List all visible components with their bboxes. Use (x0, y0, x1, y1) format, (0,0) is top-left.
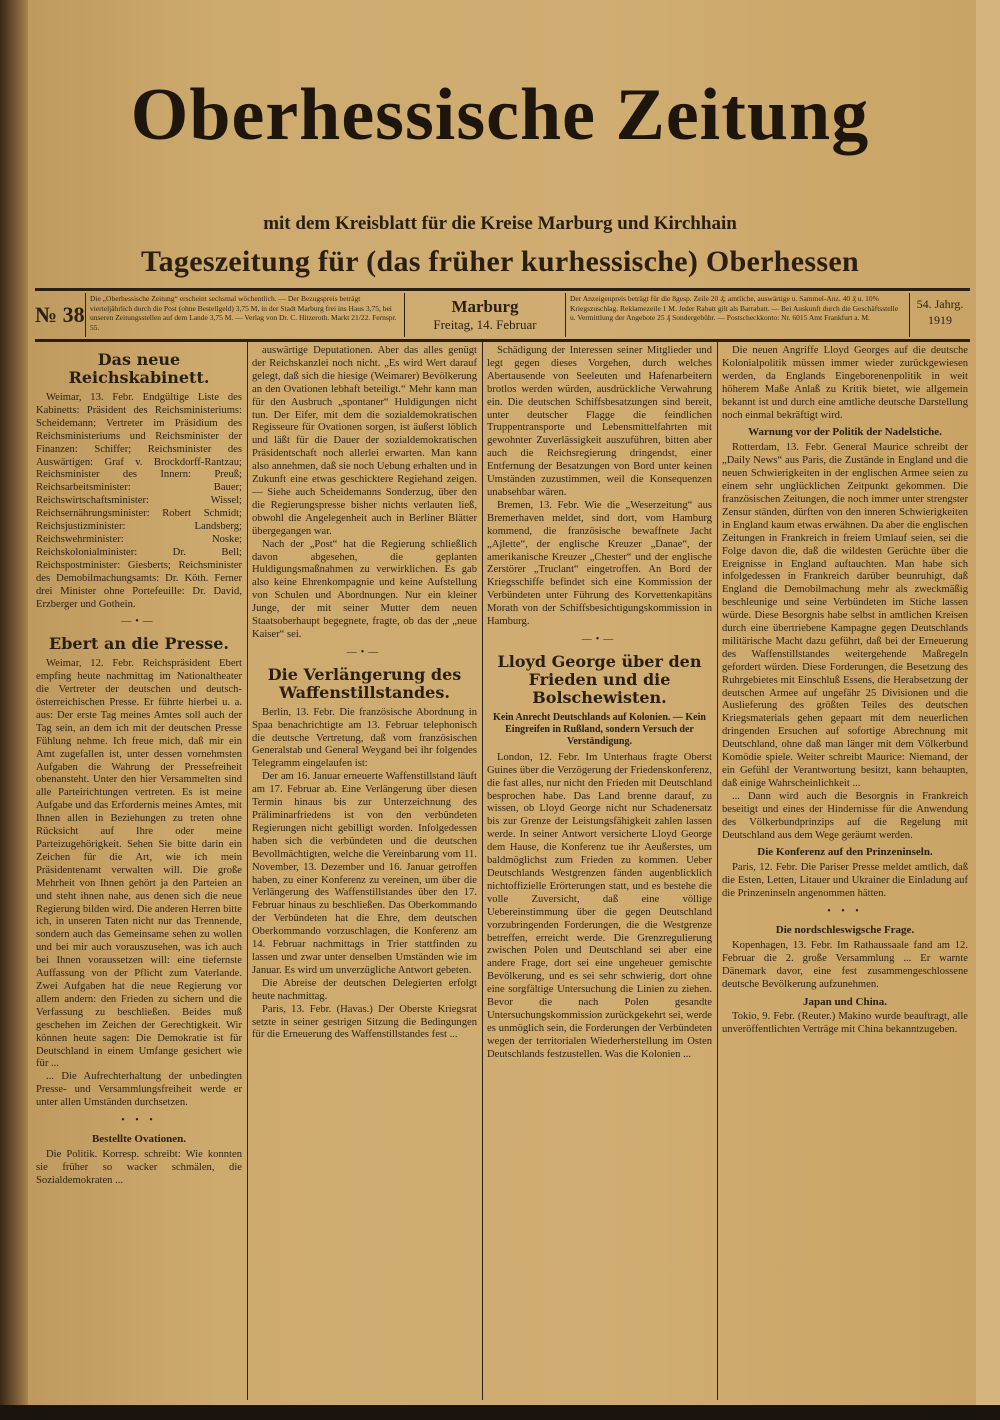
dateline (405, 293, 565, 337)
volume: 54. Jahrg. (916, 297, 964, 311)
column-rule (247, 340, 248, 1400)
year: 1919 (928, 313, 952, 327)
column-3 (487, 345, 712, 1062)
subtitle: mit dem Kreisblatt für die Kreise Marburg und Kirchhain (263, 213, 737, 234)
article-paragraph: Rotterdam, 13. Febr. General Maurice schreibt der „Daily News“ aus Paris, die Zustände in England und die neuen Schwierigkeiten in der englischen Armee seien zu einem sehr unglücklichen Zeitpunkt gekommen. Die französischen Zeitungen, die noch immer unter strengster Zensur ständen, dürften von den inneren Schwierigkeiten in England kaum etwas erwähnen. Da aber die englischen Zeitungen in Frankreich in freiem Umlauf seien, sei die Folge davon die, daß die wildesten Gerüchte über die Ereignisse in England auftauchten. Man habe sich infolgedessen in Frankreich darüber beunruhigt, daß England die Demobilmachung mehr als zweckmäßig beschleunige und seine Verbündeten im Stiche lassen würde. Diese Besorgnis habe selbst in amtlichen Kreisen durch eine übertriebene Kampagne gegen Deutschlands militärische Macht dazu geführt, daß bei der Erneuerung des Waffenstillstandes weitergehende Maßregeln gefordert würden. Diese Forderungen, die Besetzung des Ruhrgebietes mit Einschluß Essens, die Herabsetzung der deutschen Armee auf ungefähr 25 Divisionen und die Auslieferung des größten Teiles des deutschen Kriegsmaterials gehen gepaart mit dem neuerlichen dringenden Ersuchen auf sofortige Abrechnung mit Deutschland, ohne daß man länger mit dem Völkerbund Komödie spiele. Weiter schreibt Maurice: Niemand, der ein Gefühl der Verantwortung besitzt, kann behaupten, daß einige Wahrscheinlichkeit ... (722, 442, 968, 789)
article-headline: Ebert an die Presse. (49, 634, 229, 654)
volume-year (910, 293, 970, 337)
divider (35, 339, 970, 342)
section-separator: • • • (827, 906, 863, 918)
date: Freitag, 14. Februar (433, 317, 537, 332)
column-1 (36, 345, 242, 1188)
article-paragraph: Berlin, 13. Febr. Die französische Abordnung in Spaa benachrichtigte am 13. Februar telephonisch die deutsche Vertretung, daß vom französischen Generalstab und General Weygand bei ihr folgendes Telegramm eingelaufen ist: (252, 706, 477, 770)
article-headline: Die nordschleswigsche Frage. (775, 923, 915, 936)
section-separator: —•— (581, 633, 618, 645)
scan-border (0, 1405, 1000, 1420)
article-headline: Die Konferenz auf den Prinzeninseln. (757, 846, 933, 859)
advert-note: Der Anzeigenpreis beträgt für die 8gesp. Zeile 20 ₰; amtliche, auswärtige u. Sammel-Anz. 40 ₰ u. 10% Kriegszuschlag. Reklamezeile 1 M. Jeder Rabatt gilt als Barrabatt. — Bei Auskunft durch die Geschäftsstelle u. Vermittlung der Angebote 25 ₰ Sondergebühr. — Postscheckkonto: Nr. 6015 Amt Frankfurt a. M. (565, 293, 910, 337)
article-paragraph: Weimar, 13. Febr. Endgültige Liste des Kabinetts: Präsident des Reichsministeriums: Scheidemann; Vertreter im Präsidium des Reichsministeriums und Reichsminister der Finanzen: Schiffer; Reichsminister des Auswärtigen: Graf v. Brockdorff-Rantzau; Reichsminister des Innern: Preuß; Reichsarbeitsminister: Bauer; Reichswirtschaftsminister: Wissel; Reichsernährungsminister: Robert Schmidt; Reichsjustizminister: Landsberg; Reichswehrminister: Noske; Reichskolonialminister: Dr. Bell; Reichspostminister: Giesberts; Reichsminister des Demobilmachungsamts: Dr. Köth. Ferner drei Minister ohne Portefeuille: Dr. David, Erzberger und Gothein. (36, 392, 242, 610)
column-rule (482, 340, 483, 1400)
article-paragraph: auswärtige Deputationen. Aber das alles genügt der Reichskanzlei noch nicht. „Es wird Wert darauf gelegt, daß sich die hiesige (Weimarer) Bevölkerung an den Ovationen lebhaft beteiligt.“ Mehr kann man für den Ausbruch „spontaner“ Huldigungen nicht tun. Der Eifer, mit dem die sozialdemokratischen Regisseure für Ovationen sorgen, ist äußerst löblich und läßt für die Dauer der sozialdemokratischen Präsidentschaft noch allerlei erwarten. Man kann also annehmen, daß sie noch Uebung erhalten und in Zukunft eine etwas geschicktere Regiehand zeigen. — Siehe auch Scheidemanns Sonderzug, über den die Regierungspresse bisher nichts verlauten ließ, obwohl die Angelegenheit auch in Berliner Blätter übergegangen war. (252, 345, 477, 537)
article-paragraph: Die Abreise der deutschen Delegierten erfolgt heute nachmittag. (252, 977, 477, 1002)
article-paragraph: Der am 16. Januar erneuerte Waffenstillstand läuft am 17. Februar ab. Eine Verlängerung über diesen Termin hinaus bis zur Unterzeichnung des Präliminarfriedens ist von den verbündeten Regierungen nicht gebilligt worden. Infolgedessen haben sich die verbündeten und die deutschen Bevollmächtigten, welche die Vereinbarung vom 11. November, 13. Dezember und 16. Januar getroffen haben, zu einer Konferenz zu vereinen, um über die Verlängerung des Waffenstillstandes über den 17. Februar hinaus zu beschließen. Das Oberkommando der Verbündeten hat die Ehre, dem deutschen Oberkommando vorzuschlagen, die Konferenz am 14. Februar nachmittags in Trier stattfinden zu lassen und zwar unter denselben Umständen wie im Januar. Es wird um unverzügliche Antwort gebeten. (252, 771, 477, 976)
article-subheadline: Kein Anrecht Deutschlands auf Kolonien. — Kein Eingreifen in Rußland, sondern Versuch der Verständigung. (493, 711, 706, 747)
newspaper-title: Oberhessische Zeitung (130, 74, 870, 156)
article-paragraph: Tokio, 9. Febr. (Reuter.) Makino wurde beauftragt, alle unveröffentlichten Verträge mit China bekanntzugeben. (722, 1011, 968, 1036)
column-2 (252, 345, 477, 1042)
article-paragraph: Nach der „Post“ hat die Regierung schließlich davon abgesehen, die geplanten Huldigungsmaßnahmen zu verwirklichen. Es gab also keine Ehrenkompagnie und keine Aufstellung von Schulen und Abordnungen. Nur ein kleiner Junge, der mit seiner Mutter dem neuen Staatsoberhaupt begegnete, fragte, ob das der „neue Kaiser“ sei. (252, 538, 477, 640)
tagline: Tageszeitung für (das früher kurhessische) Oberhessen (141, 245, 859, 278)
article-paragraph: London, 12. Febr. Im Unterhaus fragte Oberst Guines über die Verzögerung der Friedenskonferenz, die fast alles, nur nicht den Frieden mit Deutschland besprochen habe. Das Land brenne darauf, zu wissen, ob Lloyd George nicht nur Schadenersatz bis zur Grenze der Leistungsfähigkeit zahlen lassen werde. In seiner Antwort versicherte Lloyd George dem Hause, die Konferenz tue ihr Aeußerstes, um baldmöglichst zum Frieden zu kommen. Ueber Deutschlands Westgrenzen fänden augenblicklich nichtoffizielle Erörterungen statt, und es bestehe die volle Zuversicht, daß eine völlige Uebereinstimmung über die gegen Deutschland vorzubringenden Forderungen, die die Westgrenze betreffen, erreicht werde. Die Grenzregulierung zwischen Polen und Deutschland sei aber eine andere Frage, dort sei eine ungeheuer gemischte Bevölkerung, und es sei sehr schwierig, dort ohne eine sorgfältige Untersuchung die Linien zu ziehen. Bevor die nach Polen gesandte Untersuchungskommission zurückgekehrt sei, werde es unmöglich sein, die Forderungen der Verbündeten wegen der territorialen Wiederherstellung im Osten Deutschlands festzustellen. Was die Kolonien ... (487, 751, 712, 1060)
article-paragraph: Die neuen Angriffe Lloyd Georges auf die deutsche Kolonialpolitik müssen immer wieder zurückgewiesen werden, da Englands Eingeborenenpolitik in weit höherem Maße Anlaß zu Kritik bietet, wie allgemein bekannt ist und durch eine amtliche deutsche Darstellung noch einmal bekräftigt wird. (722, 345, 968, 421)
issue-number: № 38 (35, 302, 85, 328)
article-headline: Lloyd George über den Frieden und die Bolschewisten. (497, 651, 702, 707)
article-paragraph: ... Dann wird auch die Besorgnis in Frankreich beseitigt und eines der Hindernisse für die Anwendung des Völkerbundprinzips auf die Regelung mit Deutschland aus dem Wege geräumt werden. (722, 790, 968, 841)
section-separator: —•— (346, 646, 383, 658)
article-paragraph: Bremen, 13. Febr. Wie die „Weserzeitung“ aus Bremerhaven meldet, sind dort, vom Hamburg kommend, die französische bewaffnete Jacht „Ajlette“, der englische Kreuzer „Danae“, der amerikanische Kreuzer „Chester“ und der englische Zerstörer „Truclant“ eingetroffen. An Bord der Kriegsschiffe befindet sich eine Kommission der Verbündeten unter Führung des Korvettenkapitäns Morath von der Schiffsbesichtigungskommission in Hamburg. (487, 499, 712, 628)
article-paragraph: Kopenhagen, 13. Febr. Im Rathaussaale fand am 12. Februar die 2. große Versammlung ... Er warnte Dänemark davor, eine fest zusammengeschlossene deutsche Bevölkerung aufzunehmen. (722, 939, 968, 990)
article-paragraph: Paris, 13. Febr. (Havas.) Der Oberste Kriegsrat setzte in seiner gestrigen Sitzung die Bedingungen für die Erneuerung des Waffenstillstandes fest ... (252, 1003, 477, 1041)
publication-note: Die „Oberhessische Zeitung“ erscheint sechsmal wöchentlich. — Der Bezugspreis beträgt vierteljährlich durch die Post (ohne Bestellgeld) 3,75 M, in der Stadt Marburg frei ins Haus 3,75, bei unseren Zeitungsstellen auf dem Lande 3,75 M. — Verlag von Dr. C. Hitzeroth. Markt 21/22. Fernspr. 55. (85, 293, 405, 337)
info-bar (35, 293, 970, 337)
article-headline: Das neue Reichskabinett. (68, 350, 210, 387)
article-paragraph: Paris, 12. Febr. Die Pariser Presse meldet amtlich, daß die Esten, Letten, Litauer und Ukrainer die Einladung auf die Prinzeninseln angenommen hätten. (722, 862, 968, 900)
article-headline: Bestellte Ovationen. (91, 1132, 187, 1145)
column-rule (717, 340, 718, 1400)
section-separator: • • • (121, 1115, 157, 1127)
section-separator: —•— (121, 616, 157, 628)
column-4 (722, 345, 968, 1037)
article-paragraph: Weimar, 12. Febr. Reichspräsident Ebert empfing heute nachmittag im Nationaltheater die Vertreter der deutschen und deutsch-österreichischen Presse. Er führte hierbei u. a. aus: Der erste Tag meines Amtes soll auch der Tag sein, an dem ich mit der deutschen Presse Fühlung nehme. Ich freue mich, daß mir ein Amt zugefallen ist, unter dessen vornehmsten Aufgaben die Wahrung der Pressefreiheit obenansteht. Unter den hier Versammelten sind alle Parteirichtungen vertreten. Es ist meine Aufgabe und das Erfordernis meines Amtes, mit Ihnen allen in Beziehungen zu treten ohne Rücksicht auf Ihre oder meine Parteizugehörigkeit. Sehen Sie bitte darin ein Zeichen für die Art, wie ich mein Präsidentenamt verwalten will. Die große Mehrheit von Ihnen gehört ja den Parteien an und steht ihnen nahe, aus denen sich die neue Regierung bilden wird. Die anderen Herren bitte ich, in unseren Taten nicht nur das Trennende, sondern auch das Gemeinsame sehen zu wollen und bei mir auch vorauszusehen, was ich auch bei Ihnen voraussetzen will: eine tiefernste Auffassung von der Pflicht zum Vaterlande. Zwei Aufgaben hat die neue Regierung vor allem andern: den Frieden zu sichern und die Verfassung zu beschließen. Beides muß geschehen im Zeichen der Gerechtigkeit. Wir können heute sagen: Die Demokratie ist für Deutschland in einem Umfange gesichert wie für ... (36, 658, 242, 1070)
article-paragraph: ... Die Aufrechterhaltung der unbedingten Presse- und Versammlungsfreiheit werde er unter allen Umständen durchsetzen. (36, 1071, 242, 1109)
article-headline: Japan und China. (802, 995, 888, 1008)
divider (35, 288, 970, 291)
article-headline: Warnung vor der Politik der Nadelstiche. (748, 426, 942, 439)
article-headline: Die Verlängerung des Waffenstillstandes. (267, 664, 462, 702)
article-paragraph: Schädigung der Interessen seiner Mitglieder und legt gegen dieses Vorgehen, durch welches Abertausende von Seeleuten und Hafenarbeitern brotlos werden würden, ausdrückliche Verwahrung ein. Die deutschen Schiffsbesatzungen sind bereit, unter deutscher Flagge die feindlichen Truppentransporte und Lebensmittelfahrten mit gewohnter Zuverlässigkeit auszuführen, bitten aber auch die Reichsregierung dringendst, einer Entfernung der Besatzungen von Bord unter keinen Umständen zuzustimmen, weil die Konsequenzen unabsehbar wären. (487, 345, 712, 498)
city: Marburg (451, 297, 519, 316)
article-paragraph: Die Politik. Korresp. schreibt: Wie konnten sie früher so wacker schmälen, die Sozialdemokraten ... (36, 1148, 242, 1186)
